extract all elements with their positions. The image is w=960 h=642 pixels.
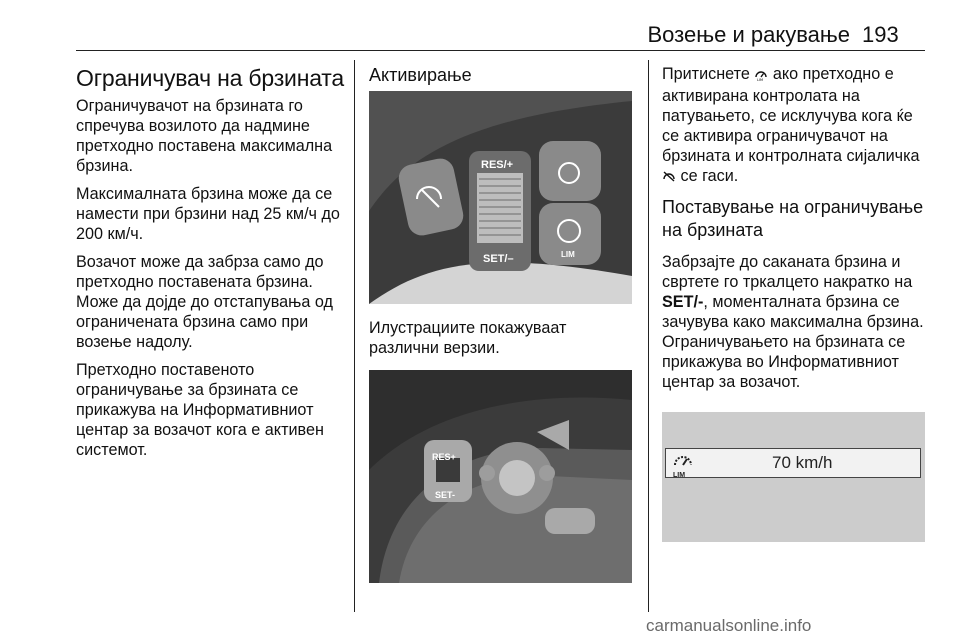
res-plus-label-2: RES+ (432, 452, 456, 462)
watermark: carmanualsonline.info (646, 616, 812, 635)
header-rule (76, 50, 925, 51)
section-heading-set-limit: Поставување на ограничување на брзината (662, 197, 924, 240)
set-minus-label: SET/– (483, 253, 514, 265)
paragraph: Претходно поставеното ограничување за брзината се прикажува на Информативниот центар за возачот кога е активен системот. (76, 361, 324, 459)
cruise-control-off-icon (662, 168, 676, 188)
steering-wheel-controls-illustration-1 (369, 91, 632, 304)
column-1 (76, 64, 346, 468)
column-2 (369, 64, 635, 583)
paragraph: Максималната брзина може да се намести при брзини над 25 км/ч до 200 км/ч. (76, 185, 340, 243)
intro-text-c: се гаси. (680, 167, 739, 185)
svg-text:LIM: LIM (757, 78, 764, 81)
paragraph: Возачот може да забрза само до претходно поставената брзина. Може да дојде до отстапувања од ограничената брзина само при возење надолу. (76, 253, 333, 351)
section-heading-speed-limiter: Ограничувач на брзината (76, 65, 344, 91)
set-text-a: Забрзајте до саканата брзина и свртете го тркалцето накратко на (662, 253, 913, 291)
section-heading-activation: Активирање (369, 65, 472, 85)
paragraph-set-speed (662, 252, 926, 392)
steering-wheel-controls-illustration-2 (369, 370, 632, 583)
set-text-b: , моменталната брзина се зачувува како максимална брзина. Ограничувањето на брзината се прикажува во Информативниот центар за возачот. (662, 293, 924, 391)
lim-label: LIM (561, 250, 575, 259)
column-divider-2 (648, 60, 649, 612)
paragraph-press-button (662, 64, 926, 188)
intro-text-a: Притиснете (662, 65, 750, 83)
speed-limiter-icon (754, 66, 768, 86)
set-minus-keyword: SET/- (662, 293, 704, 311)
res-plus-label: RES/+ (481, 159, 514, 171)
display-bar (665, 448, 921, 478)
limit-speed-value: 70 km/h (772, 453, 833, 472)
lim-label: LIM (673, 472, 686, 479)
driver-info-display-illustration (662, 412, 925, 542)
set-minus-label-2: SET- (435, 490, 456, 500)
page-number: 193 (862, 22, 899, 47)
figure-caption: Илустрациите покажуваат различни верзии. (369, 319, 567, 357)
paragraph: Ограничувачот на брзината го спречува возилото да надмине претходно поставена максимална брзина. (76, 97, 333, 175)
column-divider-1 (354, 60, 355, 612)
intro-text-b: ако претходно е активирана контролата на патувањето, се исклучува кога ќе се активира ограничувачот на брзината и контролната сијаличка (662, 65, 920, 165)
running-header-title: Возење и ракување (647, 22, 850, 47)
column-3 (662, 64, 926, 542)
